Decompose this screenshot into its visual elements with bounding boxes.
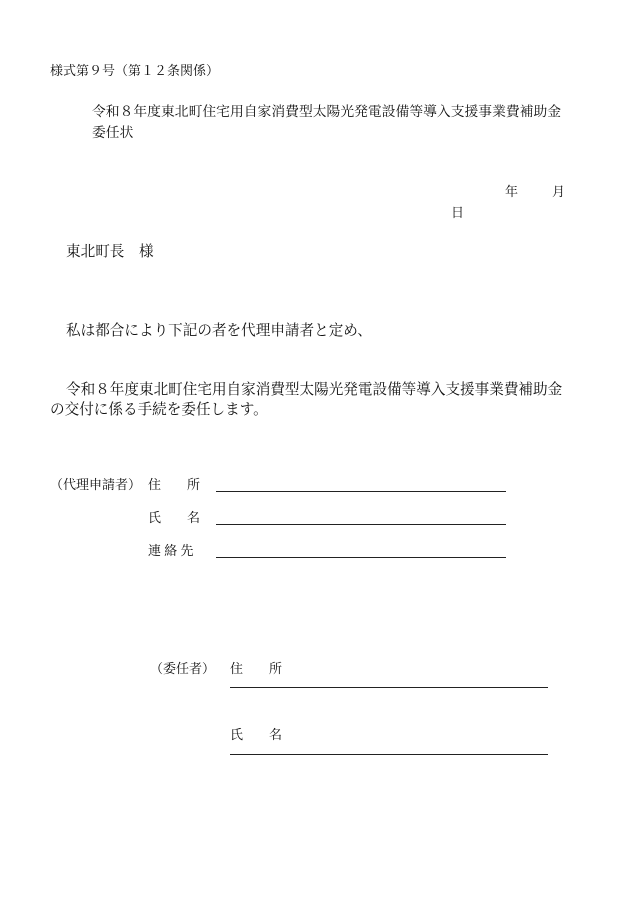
agent-contact-label: 連 絡 先 bbox=[148, 543, 194, 558]
agent-name-line bbox=[216, 524, 506, 525]
title-line-1: 令和８年度東北町住宅用自家消費型太陽光発電設備等導入支援事業費補助金 bbox=[92, 104, 562, 119]
date-day: 日 bbox=[451, 205, 465, 220]
addressee: 東北町長 様 bbox=[66, 244, 154, 260]
title-line-2: 委任状 bbox=[92, 125, 134, 140]
delegation-line-1: 令和８年度東北町住宅用自家消費型太陽光発電設備等導入支援事業費補助金 bbox=[66, 382, 563, 398]
delegator-address-line bbox=[230, 687, 548, 688]
delegator-address-label: 住 所 bbox=[230, 661, 283, 676]
agent-address-label: 住 所 bbox=[148, 477, 201, 492]
agent-address-line bbox=[216, 491, 506, 492]
delegator-role-label: （委任者） bbox=[150, 661, 216, 676]
agent-contact-line bbox=[216, 557, 506, 558]
agent-name-label: 氏 名 bbox=[148, 510, 201, 525]
delegator-name-label: 氏 名 bbox=[230, 727, 283, 742]
agent-role-label: （代理申請者） bbox=[50, 477, 142, 492]
date-year: 年 bbox=[505, 184, 519, 199]
form-number: 様式第９号（第１２条関係） bbox=[50, 63, 220, 78]
delegation-line-2: の交付に係る手続を委任します。 bbox=[50, 402, 268, 418]
delegator-name-line bbox=[230, 754, 548, 755]
date-month: 月 bbox=[552, 184, 566, 199]
statement: 私は都合により下記の者を代理申請者と定め、 bbox=[66, 323, 372, 339]
